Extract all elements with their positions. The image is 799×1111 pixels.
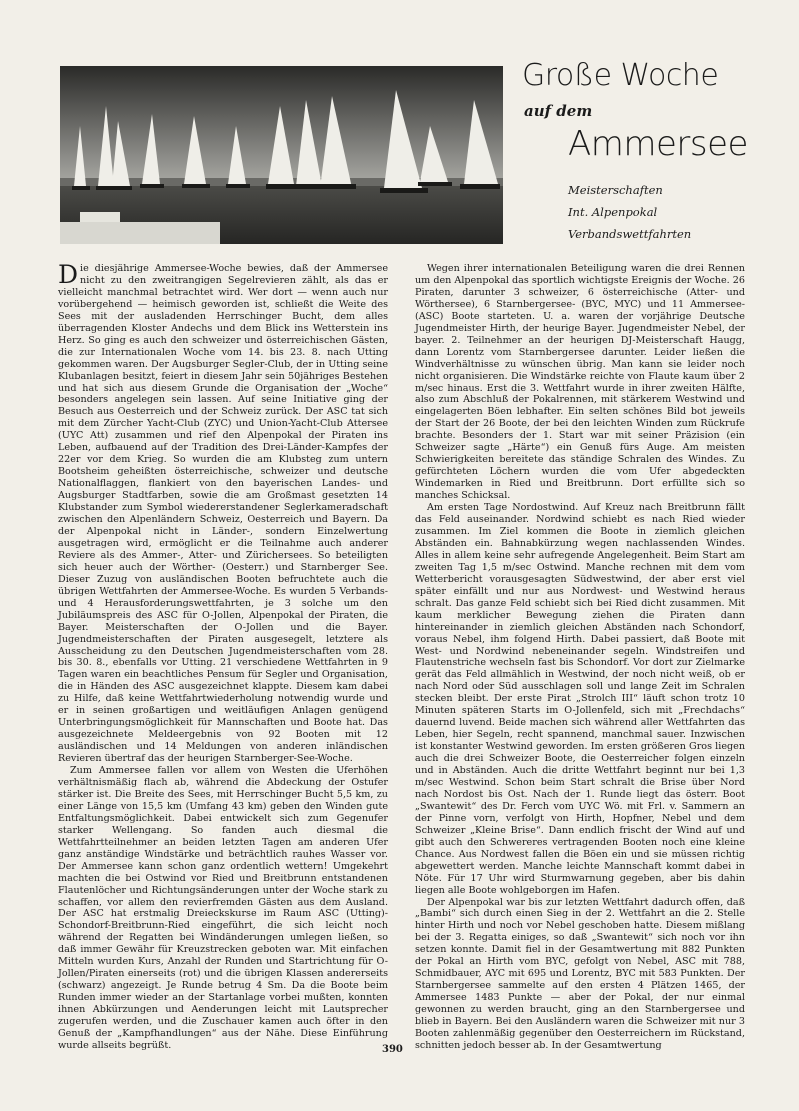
article-column-right <box>415 263 745 1052</box>
title-line-1: Große Woche <box>522 58 719 93</box>
page-number: 390 <box>382 1044 403 1055</box>
subtitle-3: Verbandswettfahrten <box>568 227 692 241</box>
article-column-left <box>58 260 388 1052</box>
title-line-3: Ammersee <box>568 124 748 164</box>
subtitles <box>568 179 788 245</box>
title-line-2: auf dem <box>524 102 593 120</box>
article-paragraph: Zum Ammersee fallen vor allem von Westen die Uferhöhen verhältnismäßig flach ab, während die Abdeckung der Ostufer stärker ist. Die Breite des Sees, mit Herrschinger Bucht 5,5 km, zu einer Länge von 15,5 km (Umfang 43 km) geben den Winden gute Entfaltungsmöglichkeit. Dabei entwickelt sich zum Gegenufer starker Wellengang. So fanden auch diesmal die Wettfahrtteilnehmer an beiden letzten Tagen am anderen Ufer ganz anständige Windstärke und beträchtlich rauhes Wasser vor. Der Ammersee kann schon ganz ordentlich wettern! Umgekehrt machten die bei Ostwind vor Ried und Breitbrunn entstandenen Flautenlöcher und Richtungsänderungen unter der Woche stark zu schaffen, vor allem den revierfremden Gästen aus dem Ausland. Der ASC hat erstmalig Dreieckskurse im Raum ASC (Utting)-Schondorf-Breitbrunn-Ried eingeführt, die sich leicht noch während der Regatten bei Windänderungen umlegen ließen, so daß immer Gewähr für Kreuzstrecken geboten war. Mit einfachen Mitteln wurden Kurs, Anzahl der Runden und Startrichtung für O-Jollen/Piraten einerseits (rot) und die übrigen Klassen andererseits (schwarz) angezeigt. Je Runde betrug 4 Sm. Da die Boote beim Runden immer wieder an der Startanlage vorbei mußten, konnten ihnen Abkürzungen und Aenderungen leicht mit Lautsprecher zugerufen werden, und die Zuschauer kamen auch öfter in den Genuß der „Kampfhandlungen“ aus der Nähe. Diese Einführung wurde allseits begrüßt. <box>58 765 388 1051</box>
regatta-photo <box>60 66 503 244</box>
subtitle-2: Int. Alpenpokal <box>568 205 658 219</box>
article-paragraph: Der Alpenpokal war bis zur letzten Wettfahrt dadurch offen, daß „Bambi“ sich durch einen Sieg in der 2. Wettfahrt an die 2. Stelle hinter Hirth und noch vor Nebel geschoben hatte. Diesem mißlang bei der 3. Regatta einiges, so daß „Swantewit“ sich noch vor ihn setzen konnte. Damit fiel in der Gesamtwertung mit 882 Punkten der Pokal an Hirth vom BYC, gefolgt von Nebel, ASC mit 788, Schmidbauer, AYC mit 695 und Lorentz, BYC mit 583 Punkten. Der Starnbergersee sammelte auf den ersten 4 Plätzen 1465, der Ammersee 1483 Punkte — aber der Pokal, der nur einmal gewonnen zu werden braucht, ging an den Starnbergersee und blieb in Bayern. Bei den Ausländern waren die Schweizer mit nur 3 Booten zahlenmäßig gegenüber den Oesterreichern im Rückstand, schnitten jedoch besser ab. In der Gesamtwertung <box>415 896 745 1051</box>
sailboat-regatta-photo-icon <box>60 66 503 244</box>
drop-cap: D <box>58 260 79 289</box>
article-paragraph: Wegen ihrer internationalen Beteiligung waren die drei Rennen um den Alpenpokal das sportlich wichtigste Ereignis der Woche. 26 Piraten, darunter 3 schweizer, 6 österreichische (Atter- und Wörthersee), 6 Starnbergersee- (BYC, MYC) und 11 Ammersee- (ASC) Boote starteten. U. a. waren der vorjährige Deutsche Jugendmeister Hirth, der heurige Bayer. Jugendmeister Nebel, der bayer. 2. Teilnehmer an der heurigen DJ-Meisterschaft Haugg, dann Lorentz vom Starnbergersee darunter. Leider ließen die Windverhältnisse zu wünschen übrig. Man kann sie leider noch nicht organisieren. Die Windstärke reichte von Flaute kaum über 2 m/sec hinaus. Erst die 3. Wettfahrt wurde in ihrer zweiten Hälfte, also zum Abschluß der Pokalrennen, mit stärkerem Westwind und eingelagerten Böen lebhafter. Ein selten schönes Bild bot jeweils der Start der 26 Boote, der bei den leichten Winden zum Rückrufe brachte. Besonders der 1. Start war mit seiner Präzision (ein Schweizer sagte „Härte“) ein Genuß fürs Auge. Am meisten Schwierigkeiten bereitete das ständige Schralen des Windes. Zu gefürchteten Löchern wurden die vom Ufer abgedeckten Windemarken in Ried und Breitbrunn. Dort erfüllte sich so manches Schicksal. <box>415 263 745 502</box>
article-paragraph: Am ersten Tage Nordostwind. Auf Kreuz nach Breitbrunn fällt das Feld auseinander. Nordwind schiebt es nach Ried wieder zusammen. Im Ziel kommen die Boote in ziemlich gleichen Abständen ein. Bahnabkürzung wegen nachlassenden Windes. Alles in allem keine sehr aufregende Angelegenheit. Beim Start am zweiten Tag 1,5 m/sec Ostwind. Manche rechnen mit dem vom Wetterbericht vorausgesagten Südwestwind, der aber erst viel später einfällt und nur aus Nordwest- und Westwind heraus schralt. Das ganze Feld schiebt sich bei Ried dicht zusammen. Mit kaum merklicher Bewegung ziehen die Piraten dann hintereinander in ziemlich gleichen Abständen nach Schondorf, voraus Nebel, ihm folgend Hirth. Dabei passiert, daß Boote mit West- und Nordwind nebeneinander segeln. Windstreifen und Flautenstriche wechseln fast bis Schondorf. Vor dort zur Zielmarke gerät das Feld allmählich in Westwind, der noch nicht weiß, ob er nach Nord oder Süd ausschlagen soll und lange Zeit im Schralen stecken bleibt. Der erste Pirat „Strolch III“ läuft schon trotz 10 Minuten späteren Starts im O-Jollenfeld, sich mit „Frechdachs“ dauernd luvend. Beide machen sich während aller Wettfahrten das Leben, hier Segeln, recht spannend, manchmal sauer. Inzwischen ist konstanter Westwind geworden. Im ersten größeren Gros liegen auch die drei Schweizer Boote, die Oesterreicher folgen einzeln und in Abständen. Auch die dritte Wettfahrt beginnt nur bei 1,3 m/sec Westwind. Schon beim Start schralt die Brise über Nord nach Nordost bis Ost. Nach der 1. Runde liegt das österr. Boot „Swantewit“ des Dr. Ferch vom UYC Wö. mit Frl. v. Sammern an der Pinne vorn, verfolgt von Hirth, Hopfner, Nebel und dem Schweizer „Kleine Brise“. Dann endlich frischt der Wind auf und gibt auch den Schwereres vertragenden Booten noch eine kleine Chance. Aus Nordwest fallen die Böen ein und sie müssen richtig abgewettert werden. Manche leichte Mannschaft kommt dabei in Nöte. Für 17 Uhr wird Sturmwarnung gegeben, aber bis dahin liegen alle Boote wohlgeborgen im Hafen. <box>415 502 745 896</box>
article-paragraph: Die diesjährige Ammersee-Woche bewies, daß der Ammersee nicht zu den zweitrangigen Segelrevieren zählt, als das er vielleicht manchmal betrachtet wird. Wer dort — wenn auch nur vorübergehend — heimisch geworden ist, schließt die Weite des Sees mit der ausladenden Herrschinger Bucht, dem alles überragenden Kloster Andechs und dem Blick ins Wetterstein ins Herz. So ging es auch den schweizer und österreichischen Gästen, die zur Internationalen Woche vom 14. bis 23. 8. nach Utting gekommen waren. Der Augsburger Segler-Club, der in Utting seine Klubanlagen besitzt, feiert in diesem Jahr sein 50jähriges Bestehen und hat sich aus diesem Grunde die Organisation der „Woche“ besonders angelegen sein lassen. Auf seine Initiative ging der Besuch aus Oesterreich und der Schweiz zurück. Der ASC tat sich mit dem Zürcher Yacht-Club (ZYC) und Union-Yacht-Club Attersee (UYC Att) zusammen und rief den Alpenpokal der Piraten ins Leben, aufbauend auf der Tradition des Drei-Länder-Kampfes der 22er vor dem Krieg. So wurden die am Klubsteg zum untern Bootsheim geheißten österreichische, schweizer und deutsche Nationalflaggen, flankiert von den bayerischen Landes- und Augsburger Stadtfarben, sowie die am Großmast gesetzten 14 Klubstander zum Symbol wiedererstandener Seglerkameradschaft zwischen den Alpenländern Schweiz, Oesterreich und Bayern. Da der Alpenpokal nicht in Länder-, sondern Einzelwertung ausgetragen wird, ermöglicht er die Teilnahme auch anderer Reviere als des Ammer-, Atter- und Zürichersees. So beteiligten sich heuer auch der Wörther- (Oesterr.) und Starnberger See. Dieser Zuzug von ausländischen Booten befruchtete auch die übrigen Wettfahrten der Ammersee-Woche. Es wurden 5 Verbands- und 4 Herausforderungswettfahrten, je 3 solche um den Jubiläumspreis des ASC für O-Jollen, Alpenpokal der Piraten, die Bayer. Meisterschaften der O-Jollen und die Bayer. Jugendmeisterschaften der Piraten ausgesegelt, letztere als Ausscheidung zu den Deutschen Jugendmeisterschaften vom 28. bis 30. 8., ebenfalls vor Utting. 21 verschiedene Wettfahrten in 9 Tagen waren ein beachtliches Pensum für Segler und Organisation, die in Händen des ASC ausgezeichnet klappte. Diesem kam dabei zu Hilfe, daß keine Wettfahrtwiederholung notwendig wurde und er in seinen großartigen und weitläufigen Anlagen genügend Unterbringungsmöglichkeit für Mannschaften und Boote hat. Das ausgezeichnete Meldeergebnis von 92 Booten mit 12 ausländischen und 14 Meldungen von anderen inländischen Revieren übertraf das der heurigen Starnberger-See-Woche. <box>58 260 388 765</box>
subtitle-1: Meisterschaften <box>568 183 663 197</box>
